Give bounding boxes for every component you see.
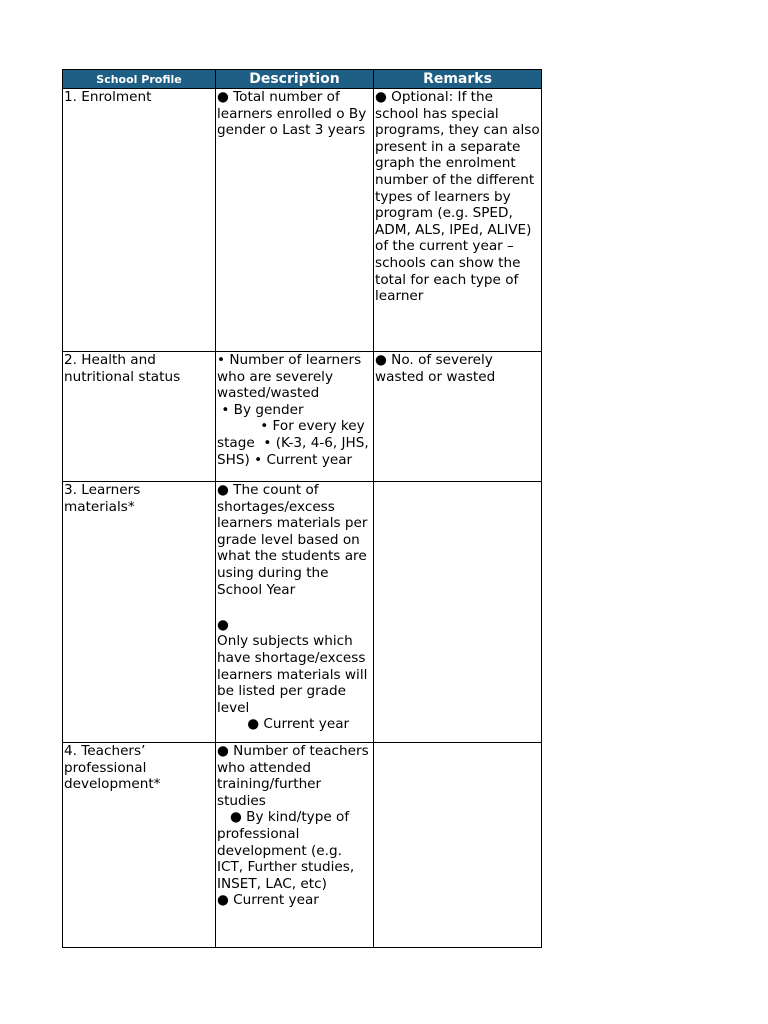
description-materials-line: Only subjects which have shortage/excess learners materials will be listed per grade level bbox=[217, 633, 372, 716]
table-row-learners-materials bbox=[63, 482, 542, 743]
cell-description-enrolment: ● Total number of learners enrolled o By gender o Last 3 years bbox=[216, 89, 374, 352]
cell-description-health bbox=[216, 352, 374, 482]
description-teachers-line: ● Number of teachers who attended training/further studies bbox=[217, 743, 374, 809]
cell-description-learners-materials bbox=[216, 482, 390, 743]
description-teachers-line: ● Current year bbox=[217, 892, 319, 909]
cell-profile-health: 2. Health and nutritional status bbox=[63, 352, 216, 482]
description-health-line: • Number of learners who are severely wasted/wasted bbox=[217, 352, 366, 402]
header-description: Description bbox=[216, 70, 374, 89]
cell-remarks-health: ● No. of severely wasted or wasted bbox=[374, 352, 542, 482]
cell-remarks-learners-materials bbox=[374, 482, 542, 743]
table-row-health bbox=[63, 352, 542, 482]
cell-remarks-enrolment: ● Optional: If the school has special programs, they can also present in a separate graph the enrolment number of the different types of learners by program (e.g. SPED, ADM, ALS, IPEd, ALIVE) of the current year – schools can show the total for each type of learner bbox=[374, 89, 542, 352]
table-row-teachers-development bbox=[63, 743, 542, 948]
cell-profile-enrolment: 1. Enrolment bbox=[63, 89, 216, 352]
header-remarks: Remarks bbox=[374, 70, 542, 89]
cell-profile-learners-materials: 3. Learners materials* bbox=[63, 482, 216, 743]
table-header-row bbox=[63, 70, 542, 89]
description-teachers-line: ● By kind/type of professional development (e.g. ICT, Further studies, INSET, LAC, etc) bbox=[217, 809, 359, 892]
school-profile-table bbox=[62, 69, 542, 948]
description-materials-line: ● Current year bbox=[217, 716, 350, 733]
cell-description-teachers-development bbox=[216, 743, 374, 948]
description-health-clip bbox=[217, 352, 372, 468]
cell-remarks-teachers-development bbox=[374, 743, 542, 948]
description-materials-bullet: ● bbox=[217, 600, 390, 633]
cell-profile-teachers-development: 4. Teachers’ professional development* bbox=[63, 743, 216, 948]
description-health-line: • For every key stage • (K-3, 4-6, JHS, SHS) • Current year bbox=[217, 418, 374, 468]
header-school-profile: School Profile bbox=[63, 70, 216, 89]
description-materials-line: ● The count of shortages/excess learners materials per grade level based on what the students are using during the School Year bbox=[217, 482, 372, 598]
table-row-enrolment bbox=[63, 89, 542, 352]
description-health-line: • By gender bbox=[217, 401, 304, 418]
school-profile-table-container bbox=[62, 69, 541, 948]
